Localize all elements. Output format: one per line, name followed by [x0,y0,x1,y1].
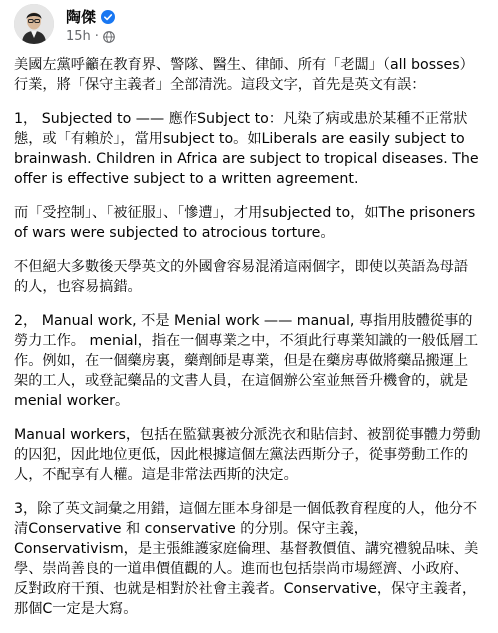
globe-icon[interactable] [103,31,115,43]
meta-separator: · [94,29,99,44]
author-avatar[interactable] [14,4,54,44]
post-paragraph: 而「受控制」、「被征服」、「慘遭」，才用subjected to，如The prisoners of wars were subjected to atrocious torture。 [14,205,476,241]
avatar-portrait-icon [14,4,54,44]
post-meta [66,29,115,44]
post-paragraph: Manual workers，包括在監獄裏被分派洗衣和貼信封、被罰從事體力勞動的囚犯，因此地位更低，因此根據這個左黨法西斯分子，從事勞動工作的人，不配享有人權。這是非常法西斯的決定。 [14,427,481,483]
post-timestamp[interactable]: 15h [66,29,91,44]
post-paragraph: 不但絕大多數後天學英文的外國會容易混淆這兩個字，即使以英語為母語的人，也容易搞錯。 [14,259,469,295]
post-paragraph: 2， Manual work, 不是 Menial work —— manual, 專指用肢體從事的勞力工作。 menial，指在一個專業之中，不須此行專業知識的一般低層工作。例如，在一個藥房裏，藥劑師是專業，但是在藥房專做將藥品搬運上架的工人，或登記藥品的文書人員，在這個辦公室並無晉升機會的，就是menial worker。 [14,313,479,409]
post-body [14,55,482,633]
post-paragraph: 3，除了英文詞彙之用錯，這個左匪本身卻是一個低教育程度的人，他分不清Conservative 和 conservative 的分別。保守主義，Conservativism，是主張維護家庭倫理、基督教價值、講究禮貌品味、美學、崇尚善良的一道串價值觀的人。進而也包括崇尚市場經濟、小政府、反對政府干預、也就是相對於社會主義者。Conservative，保守主義者，那個C一定是大寫。 [14,501,479,617]
post-paragraph: 美國左黨呼籲在教育界、警隊、醫生、律師、所有「老闆」（all bosses）行業，將「保守主義者」全部清洗。這段文字，首先是英文有誤： [14,57,474,93]
author-name: 陶傑 [66,8,97,26]
post-paragraph: 1， Subjected to —— 應作Subject to：凡染了病或患於某種不正常狀態，或「有賴於」，當用subject to。如Liberals are easily subject to brainwash. Children in Africa are subject to tropical diseases. The offer is effective subject to a written agreement. [14,111,479,187]
author-name-link[interactable] [66,8,115,26]
verified-badge-icon [101,10,115,24]
